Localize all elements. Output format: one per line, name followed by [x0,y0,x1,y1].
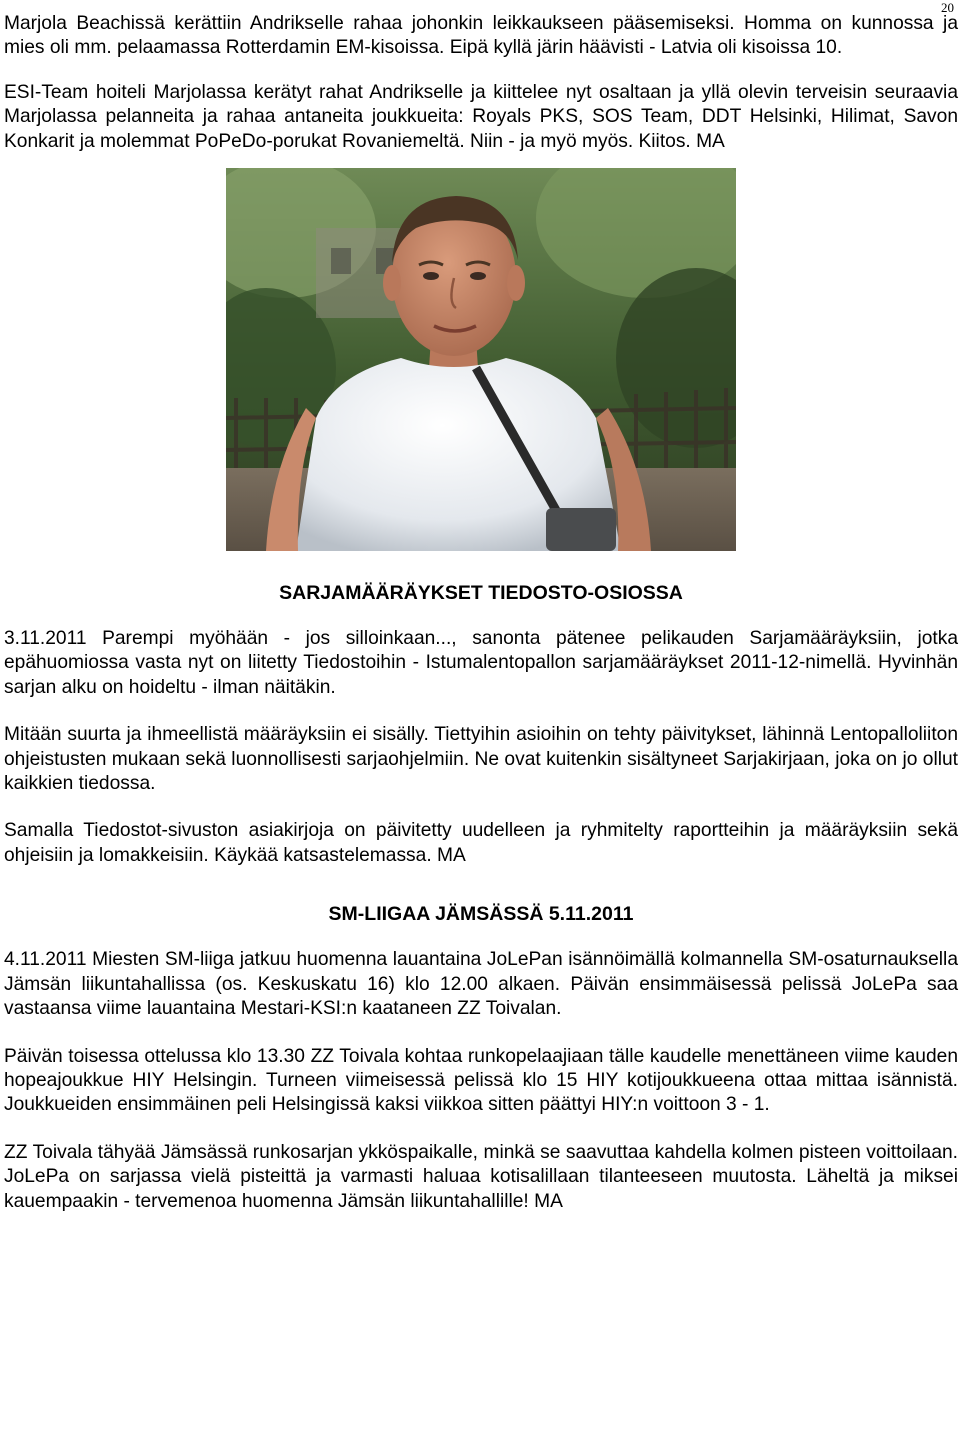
article1-paragraph-1: Marjola Beachissä kerättiin Andrikselle rahaa johonkin leikkaukseen pääsemiseksi. Homma on kunnossa ja mies oli mm. pelaamassa Rotterdamin EM-kisoissa. Eipä kyllä järin häävisti - Latvia oli kisoissa 10. [4,13,958,59]
article2-paragraph-3: Samalla Tiedostot-sivuston asiakirjoja on päivitetty uudelleen ja ryhmitelty raportteihin ja määräyksiin sekä ohjeisiin ja lomakkeisiin. Käykää katsastelemassa. MA [4,820,958,866]
article2-paragraph-1: 3.11.2011 Parempi myöhään - jos silloinkaan..., sanonta pätenee pelikauden Sarjamääräyksiin, jotka epähuomiossa vasta nyt on liitetty Tiedostoihin - Istumalentopallon sarjamääräykset 2011-12-nimellä. Hyvinhän sarjan alku on hoideltu - ilman näitäkin. [4,628,958,698]
article3-paragraph-2: Päivän toisessa ottelussa klo 13.30 ZZ Toivala kohtaa runkopelaajiaan tälle kaudelle menettäneen viime kauden hopeajoukkue HIY Helsingin. Turneen viimeisessä pelissä klo 15 HIY kotijoukkueena ottaa mittaa isännistä. Joukkueiden ensimmäinen peli Helsingissä kaksi viikkoa sitten päättyi HIY:n voittoon 3 - 1. [4,1045,958,1116]
photo-container [4,168,958,551]
document-body [4,12,958,1214]
article1-paragraph-2: ESI-Team hoiteli Marjolassa kerätyt rahat Andrikselle ja kiittelee nyt osaltaan ja yllä olevin terveisin seuraavia Marjolassa pelanneita ja rahaa antaneita joukkueita: Royals PKS, SOS Team, DDT Helsinki, Hilimat, Savon Konkarit ja molemmat PoPeDo-porukat Rovaniemeltä. Niin - ja myö myös. Kiitos. MA [4,81,958,152]
section-heading-sarjamaaraykset: SARJAMÄÄRÄYKSET TIEDOSTO-OSIOSSA [279,582,683,605]
article3-paragraph-1: 4.11.2011 Miesten SM-liiga jatkuu huomenna lauantaina JoLePan isännöimällä kolmannella SM-osaturnauksella Jämsän liikuntahallissa (os. Keskuskatu 16) klo 12.00 alkaen. Päivän ensimmäisessä pelissä JoLePa saa vastaansa viime lauantaina Mestari-KSI:n kaataneen ZZ Toivalan. [4,949,958,1020]
article2-paragraph-2: Mitään suurta ja ihmeellistä määräyksiin ei sisälly. Tiettyihin asioihin on tehty päivitykset, lähinnä Lentopalloliiton ohjeistusten mukaan sekä luonnollisesti sarjaohjelmiin. Ne ovat kuitenkin sisältyneet Sarjakirjaan, joka on jo ollut kaikkien tiedossa. [4,724,958,795]
page-number: 20 [941,0,954,15]
section-heading-sm-liiga: SM-LIIGAA JÄMSÄSSÄ 5.11.2011 [328,903,634,926]
portrait-photo [226,168,736,551]
article3-paragraph-3: ZZ Toivala tähyää Jämsässä runkosarjan ykköspaikalle, minkä se saavuttaa kahdella kolmen pisteen voittoilaan. JoLePa on sarjassa vielä pisteittä ja varmasti haluaa kotisalillaan tilanteeseen muutosta. Läheltä ja miksei kauempaakin - tervemenoa huomenna Jämsän liikuntahallille! MA [4,1141,958,1212]
